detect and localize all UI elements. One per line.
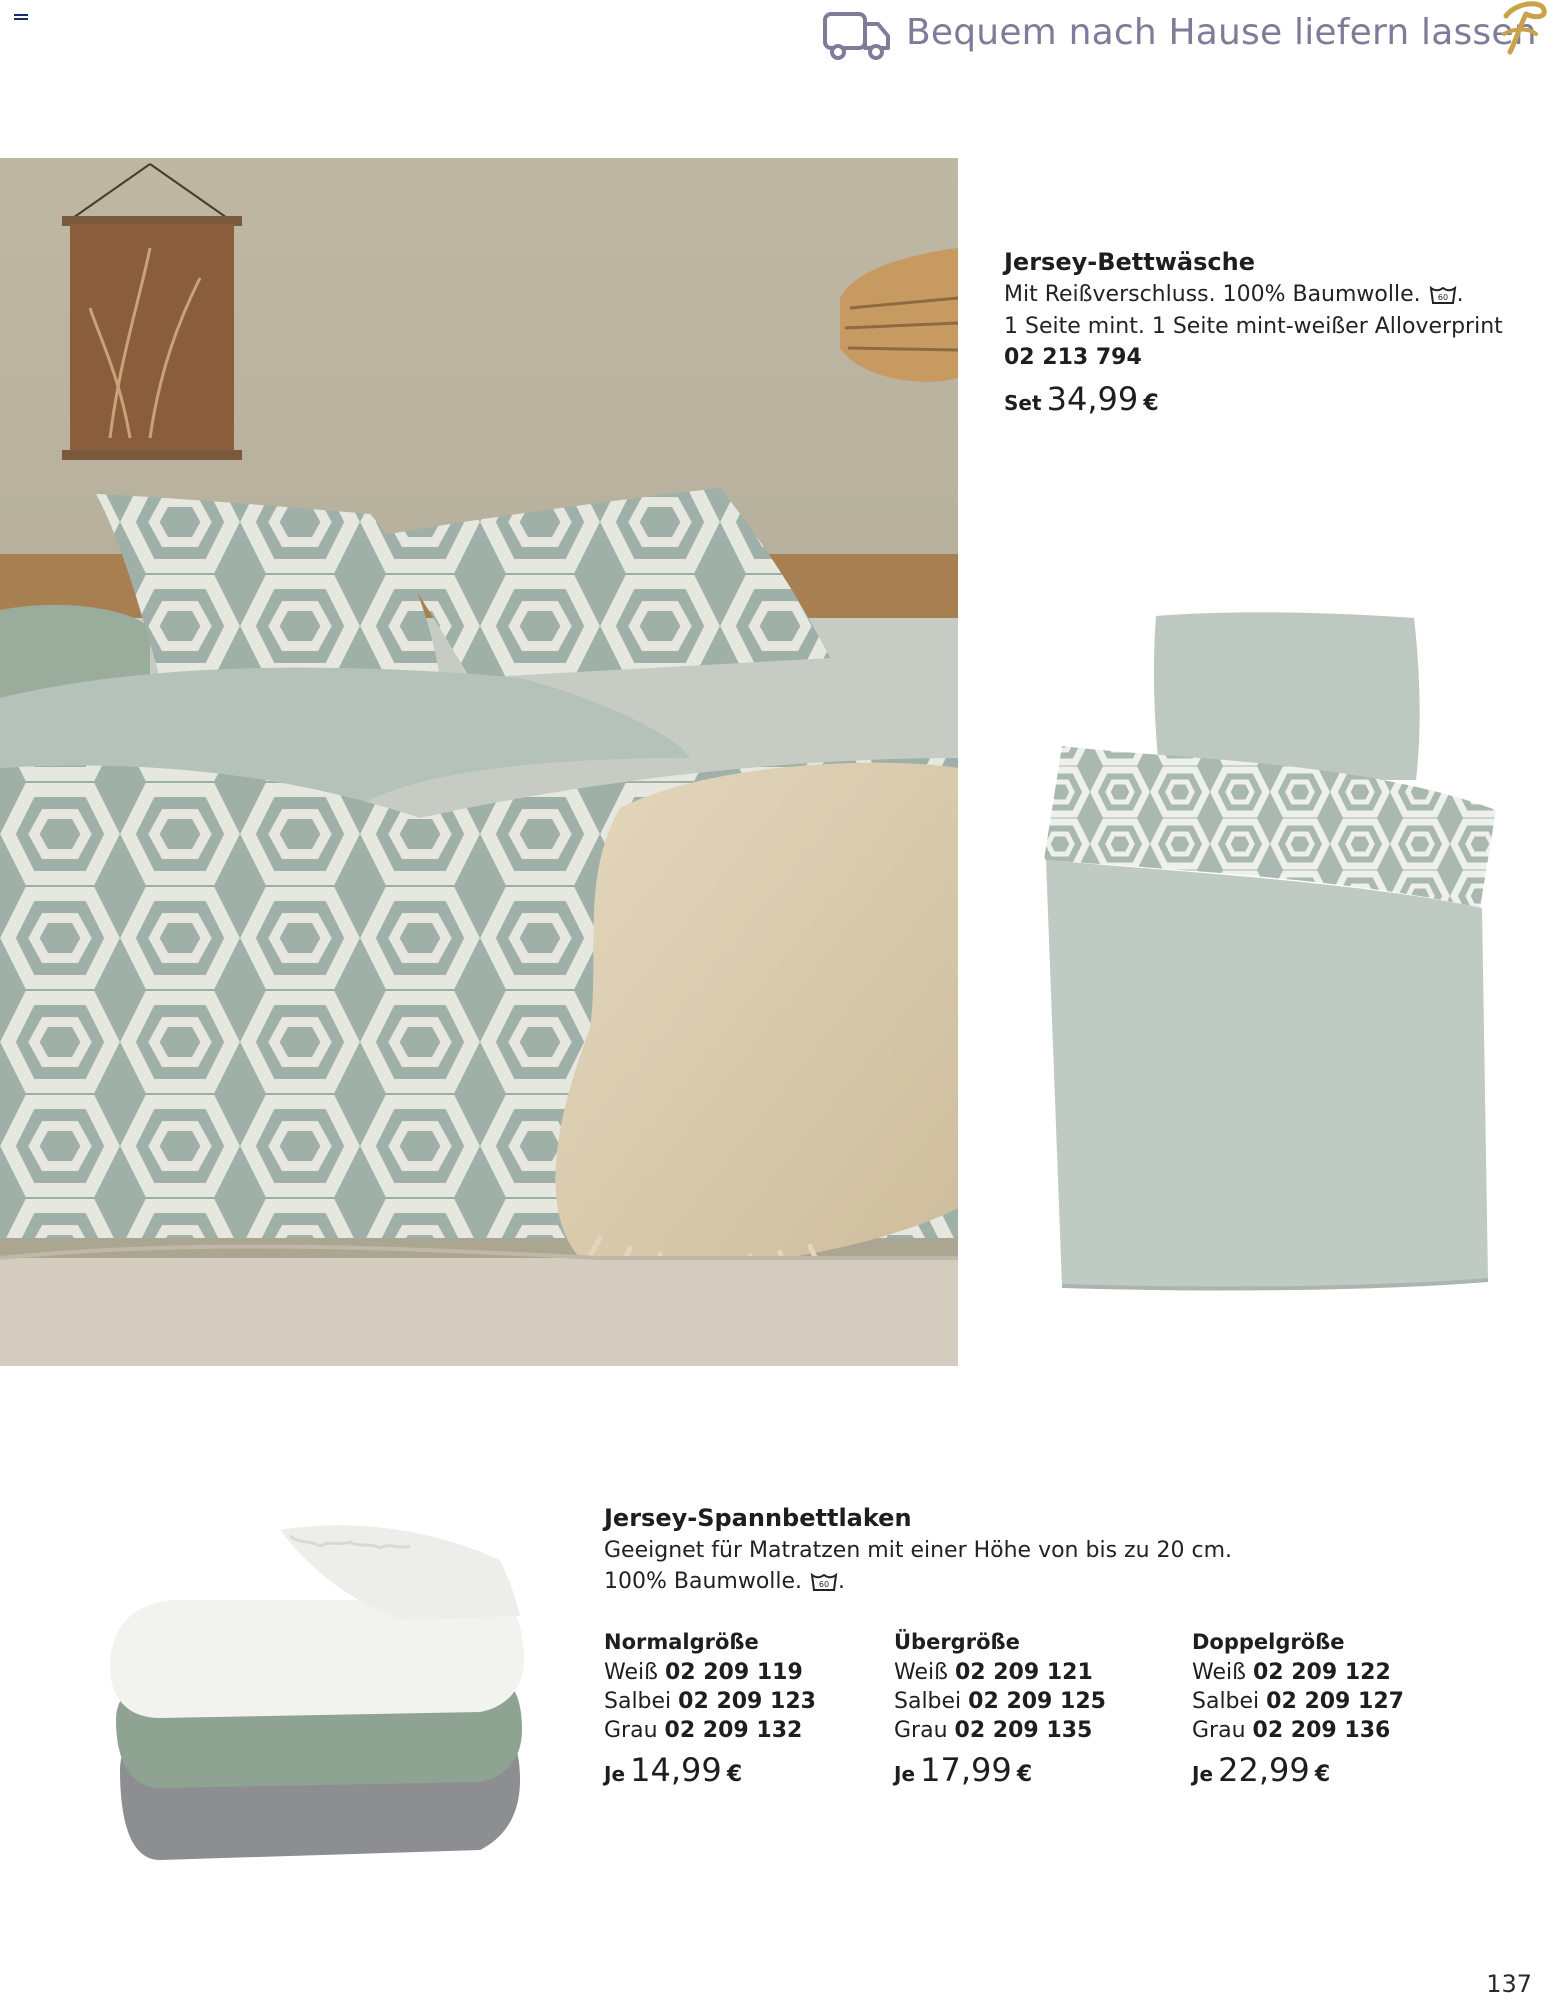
product-description-text-4: 100% Baumwolle. <box>604 1569 803 1594</box>
variant-article: 02 209 123 <box>678 1689 816 1714</box>
variant-color: Grau <box>604 1718 658 1743</box>
product-description-text-2: 1 Seite mint. 1 Seite mint-weißer Alloverprint <box>1004 314 1503 339</box>
price-value: 22,99 <box>1218 1751 1310 1789</box>
variant-article: 02 209 122 <box>1252 1660 1391 1685</box>
price <box>604 1751 816 1789</box>
currency-symbol: € <box>1143 391 1159 416</box>
variant-row <box>894 1660 1106 1685</box>
currency-symbol: € <box>726 1762 743 1787</box>
variant-article: 02 209 125 <box>968 1689 1106 1714</box>
variant-article: 02 209 136 <box>1252 1718 1391 1743</box>
price-prefix: Je <box>604 1762 626 1786</box>
wash-60-icon <box>1429 285 1457 305</box>
delivery-headline: Bequem nach Hause liefern lassen <box>906 12 1537 53</box>
size-column-double <box>1192 1630 1404 1789</box>
size-heading: Normalgröße <box>604 1630 759 1654</box>
size-heading: Übergröße <box>894 1630 1020 1654</box>
product-title: Jersey-Bettwäsche <box>1004 248 1255 276</box>
size-heading: Doppelgröße <box>1192 1630 1345 1654</box>
variant-color: Weiß <box>604 1660 658 1685</box>
article-number: 02 213 794 <box>1004 345 1142 370</box>
variant-color: Salbei <box>1192 1689 1260 1714</box>
currency-symbol: € <box>1016 1762 1033 1787</box>
page-header <box>0 0 1550 80</box>
price-prefix: Je <box>894 1762 916 1786</box>
page-number: 137 <box>1486 1970 1532 1998</box>
variant-color: Weiß <box>894 1660 948 1685</box>
variant-article: 02 209 119 <box>664 1660 803 1685</box>
variant-row <box>1192 1689 1404 1714</box>
fitted-sheets-photo <box>100 1520 530 1880</box>
variant-row <box>894 1718 1106 1743</box>
variant-article: 02 209 132 <box>664 1718 803 1743</box>
variant-article: 02 209 127 <box>1266 1689 1404 1714</box>
variant-article: 02 209 121 <box>954 1660 1093 1685</box>
description-suffix: . <box>1456 282 1464 307</box>
product-description-line <box>1004 282 1464 307</box>
variant-row <box>604 1689 816 1714</box>
product-description-line-2 <box>604 1569 845 1594</box>
description-suffix: . <box>838 1569 846 1594</box>
variant-row <box>894 1689 1106 1714</box>
product-title-2: Jersey-Spannbettlaken <box>604 1504 912 1532</box>
size-column-normal <box>604 1630 816 1789</box>
variant-row <box>1192 1660 1404 1685</box>
brand-logo <box>1496 0 1548 56</box>
variant-color: Salbei <box>604 1689 672 1714</box>
care-label: 60 <box>818 1580 830 1589</box>
price <box>1192 1751 1404 1789</box>
wash-60-icon <box>810 1572 838 1592</box>
product-description-text-3: Geeignet für Matratzen mit einer Höhe von bis zu 20 cm. <box>604 1538 1233 1563</box>
variant-color: Weiß <box>1192 1660 1246 1685</box>
price-prefix: Set <box>1004 391 1042 415</box>
bedding-set-photo <box>1030 610 1500 1300</box>
product-description-text: Mit Reißverschluss. 100% Baumwolle. <box>1004 282 1421 307</box>
price <box>894 1751 1106 1789</box>
price-value: 34,99 <box>1046 380 1139 418</box>
variant-row <box>604 1718 816 1743</box>
variant-row <box>1192 1718 1404 1743</box>
delivery-truck-icon <box>822 8 892 64</box>
price-prefix: Je <box>1192 1762 1214 1786</box>
price-value: 17,99 <box>920 1751 1012 1789</box>
currency-symbol: € <box>1314 1762 1331 1787</box>
variant-color: Salbei <box>894 1689 962 1714</box>
variant-article: 02 209 135 <box>954 1718 1093 1743</box>
variant-row <box>604 1660 816 1685</box>
size-column-oversize <box>894 1630 1106 1789</box>
variant-color: Grau <box>1192 1718 1246 1743</box>
care-label: 60 <box>1437 293 1448 302</box>
bedroom-photo <box>0 158 958 1366</box>
price <box>1004 380 1159 418</box>
variant-color: Grau <box>894 1718 948 1743</box>
price-value: 14,99 <box>630 1751 722 1789</box>
